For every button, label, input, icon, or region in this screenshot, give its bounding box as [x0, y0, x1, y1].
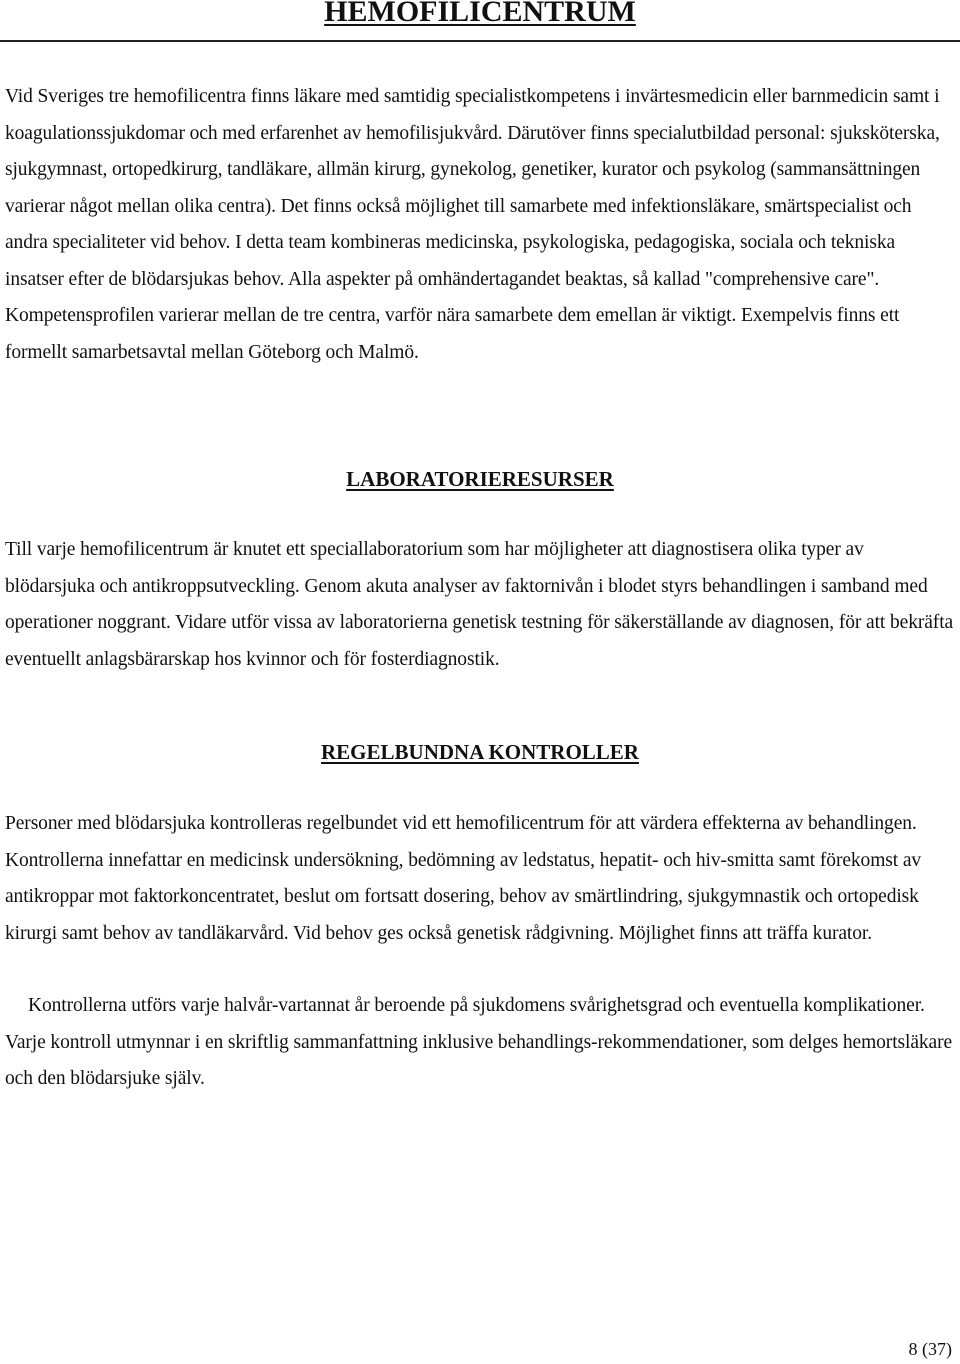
checkups-frequency-paragraph: Kontrollerna utförs varje halvår-vartannat år beroende på sjukdomens svårighetsgrad och eventuella komplikationer. Varje kontroll utmynnar i en skriftlig sammanfattning inklusive behandlings-rekommendationer, som delges hemortsläkare och den blödarsjuke själv. [5, 995, 953, 1089]
section-heading-regelbundna-kontroller: REGELBUNDNA KONTROLLER [321, 740, 639, 764]
section-heading-laboratorieresurser: LABORATORIERESURSER [346, 467, 614, 491]
page-number: 8 (37) [908, 1339, 952, 1359]
intro-paragraph: Vid Sveriges tre hemofilicentra finns läkare med samtidig specialistkompetens i invärtesmedicin eller barnmedicin samt i koagulationssjukdomar och med erfarenhet av hemofilisjukvård. Därutöver finns specialutbildad personal: sjuksköterska, sjukgymnast, ortopedkirurg, tandläkare, allmän kirurg, gynekolog, genetiker, kurator och psykolog (sammansättningen varierar något mellan olika centra). Det finns också möjlighet till samarbete med infektionsläkare, smärtspecialist och andra specialiteter vid behov. I detta team kombineras medicinska, psykologiska, pedagogiska, sociala och tekniska insatser efter de blödarsjukas behov. Alla aspekter på omhändertagandet beaktas, så kallad "comprehensive care". Kompetensprofilen varierar mellan de tre centra, varför nära samarbete dem emellan är viktigt. Exempelvis finns ett formellt samarbetsavtal mellan Göteborg och Malmö. [5, 86, 940, 363]
laboratory-paragraph: Till varje hemofilicentrum är knutet ett speciallaboratorium som har möjligheter att diagnostisera olika typer av blödarsjuka och antikroppsutveckling. Genom akuta analyser av faktornivån i blodet styrs behandlingen i samband med operationer noggrant. Vidare utför vissa av laboratorierna genetisk testning för säkerställande av diagnosen, för att bekräfta eventuellt anlagsbärarskap hos kvinnor och för fosterdiagnostik. [5, 539, 954, 670]
title-divider [0, 40, 960, 42]
checkups-paragraph: Personer med blödarsjuka kontrolleras regelbundet vid ett hemofilicentrum för att värdera effekterna av behandlingen. Kontrollerna innefattar en medicinsk undersökning, bedömning av ledstatus, hepatit- och hiv-smitta samt förekomst av antikroppar mot faktorkoncentratet, beslut om fortsatt dosering, behov av smärtlindring, sjukgymnastik och ortopedisk kirurgi samt behov av tandläkarvård. Vid behov ges också genetisk rådgivning. Möjlighet finns att träffa kurator. [5, 813, 922, 944]
page-title: HEMOFILICENTRUM [324, 0, 636, 28]
